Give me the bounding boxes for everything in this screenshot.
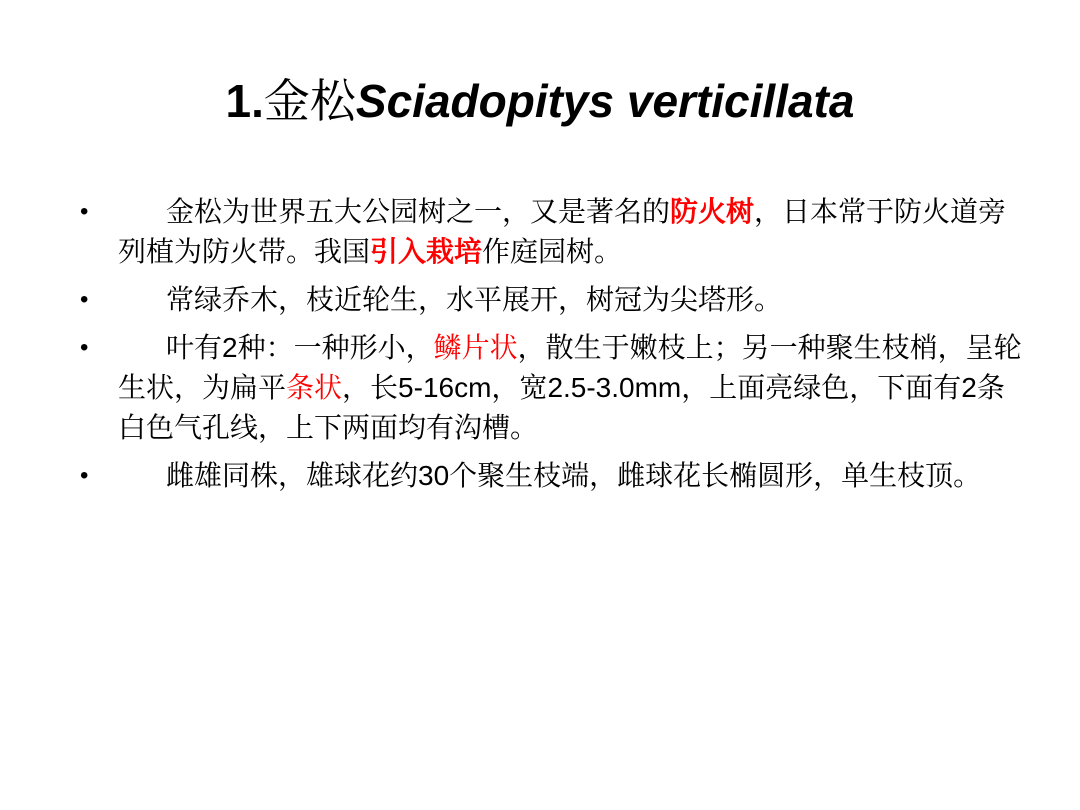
text-segment: ，宽 [491,371,548,404]
text-segment: 雌雄同株，雄球花约 [166,459,419,492]
text-segment: 防火树 [670,195,755,228]
text-segment: 2 [222,332,238,363]
bullet-dot: • [80,334,89,361]
bullet-item [0,328,1080,448]
text-segment: 条白色气孔线，上下两面均有沟槽。 [118,371,1005,444]
text-segment: 个聚生枝端，雌球花长椭圆形，单生枝顶。 [449,459,982,492]
bullet-text [166,459,981,492]
text-segment: ，上面亮绿色，下面有 [681,371,962,404]
text-segment: 引入栽培 [370,235,483,268]
text-segment: 种：一种形小， [237,331,434,364]
bullet-dot: • [80,462,89,489]
bullet-dot: • [80,286,89,313]
bullet-dot: • [80,198,89,225]
text-segment: 鳞片状 [433,331,518,364]
bullet-list [0,192,1080,504]
text-segment: 2.5-3.0mm [547,372,682,403]
text-segment: 30 [418,460,450,491]
bullet-item [0,280,1080,320]
text-segment: 条状 [286,371,343,404]
title-latin-name: Sciadopitys verticillata [355,75,855,127]
title-number: 1. [225,75,264,127]
text-segment: 常绿乔木，枝近轮生，水平展开，树冠为尖塔形。 [166,283,783,316]
slide-title [0,70,1080,132]
bullet-item [0,192,1080,272]
text-segment: ，散生于嫩枝上；另一种聚生枝梢，呈轮生状，为扁平 [118,331,1022,404]
text-segment: 5-16cm [398,372,492,403]
text-segment: ，日本常于防火道旁列植为防火带。我国 [118,195,1007,268]
bullet-text [118,195,1006,268]
text-segment: 金松为世界五大公园树之一，又是著名的 [166,195,671,228]
bullet-text [118,331,1022,444]
text-segment: 2 [961,372,977,403]
text-segment: 作庭园树。 [482,235,623,268]
text-segment: ，长 [342,371,399,404]
text-segment: 叶有 [166,331,223,364]
bullet-text [166,283,782,316]
title-chinese-name: 金松 [263,74,356,128]
bullet-item [0,456,1080,496]
